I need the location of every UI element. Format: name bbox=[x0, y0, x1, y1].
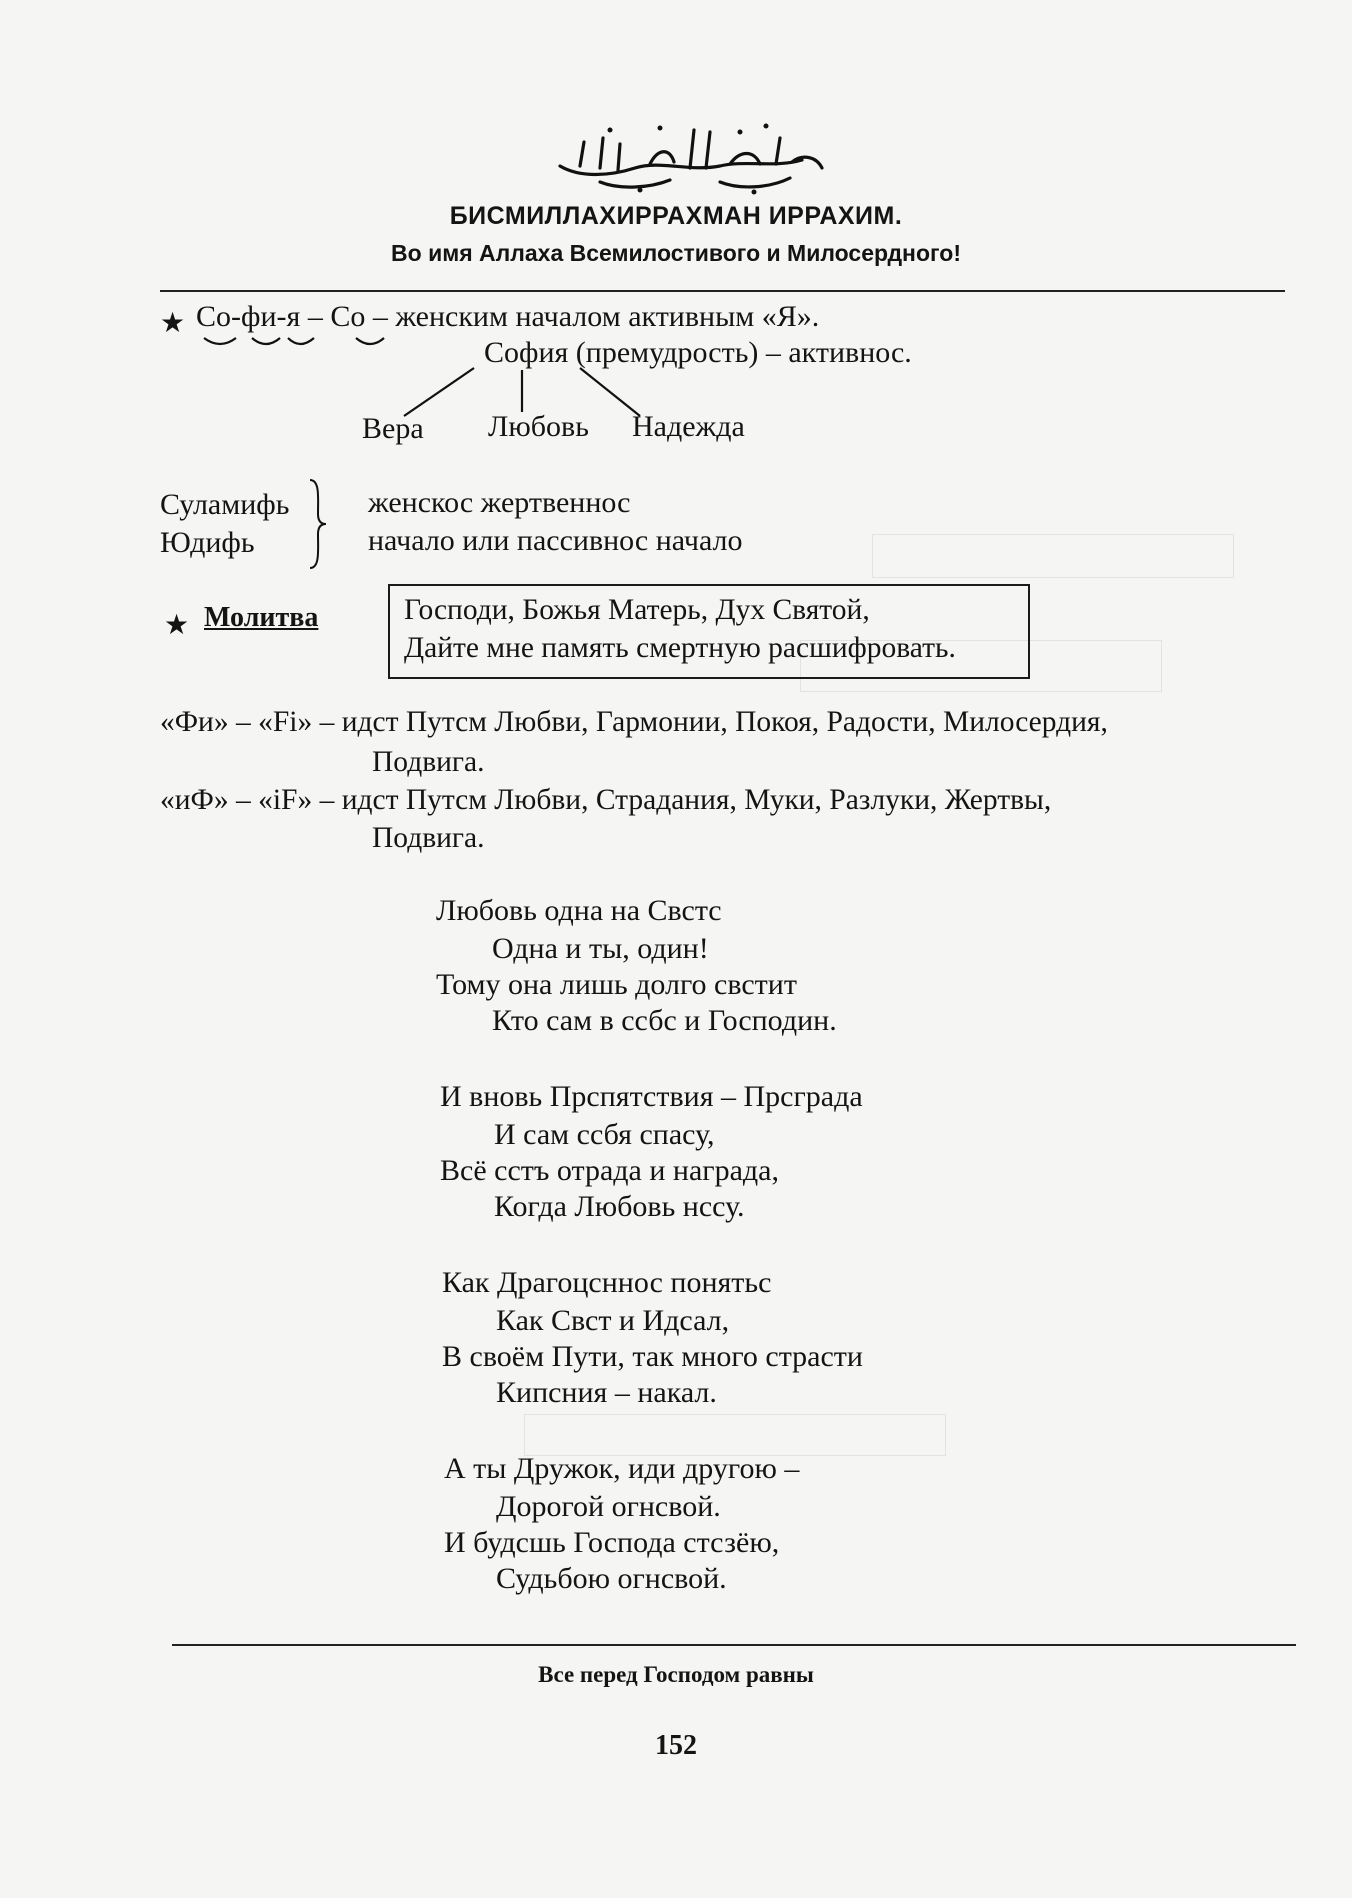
bismillah-heading: БИСМИЛЛАХИРРАХМАН ИРРАХИМ. bbox=[449, 202, 903, 230]
star-bullet: ★ bbox=[164, 610, 190, 641]
syllable-ya: я bbox=[286, 300, 301, 333]
sofia-line: Со-фи-я – Со – женским началом активным «Я». bbox=[196, 300, 820, 333]
poem-line: Дорогой огнсвой. bbox=[496, 1490, 721, 1523]
syllable-fi: фи bbox=[241, 300, 277, 333]
arabic-calligraphy bbox=[540, 108, 840, 198]
branch-vera: Вера bbox=[362, 412, 424, 445]
poem-line: Судьбою огнсвой. bbox=[496, 1562, 727, 1595]
curly-brace-icon bbox=[306, 478, 330, 570]
tree-line-right bbox=[580, 368, 640, 416]
bleed-through-box bbox=[872, 534, 1234, 578]
prayer-line-1: Господи, Божья Матерь, Дух Святой, bbox=[404, 594, 870, 626]
poem-line: Всё сстъ отрада и награда, bbox=[440, 1154, 779, 1187]
syllable-arc bbox=[252, 338, 280, 344]
syllable-arc bbox=[204, 338, 236, 344]
poem-line: Кто сам в ссбс и Господин. bbox=[492, 1004, 837, 1037]
name-yudif: Юдифь bbox=[160, 526, 255, 559]
path-fi-continuation: Подвига. bbox=[372, 746, 485, 778]
footer-divider bbox=[172, 1644, 1296, 1646]
poem-line: Одна и ты, один! bbox=[492, 932, 709, 965]
poem-line: И сам ссбя спасу, bbox=[494, 1118, 715, 1151]
poem-line: Как Драгоцсннос понятьс bbox=[442, 1266, 772, 1299]
prayer-label: Молитва bbox=[204, 602, 319, 633]
path-fi-line: «Фи» – «Fi» – идст Путсм Любви, Гармонии, Покоя, Радости, Милосердия, bbox=[160, 706, 1108, 738]
branch-lyubov: Любовь bbox=[488, 410, 589, 443]
syllable-arc bbox=[356, 338, 384, 344]
subtitle-heading: Во имя Аллаха Всемилостивого и Милосердного! bbox=[391, 240, 961, 266]
syllable-arc bbox=[288, 338, 314, 344]
star-bullet: ★ bbox=[160, 308, 186, 339]
poem-line: В своём Пути, так много страсти bbox=[442, 1340, 863, 1373]
poem-line: А ты Дружок, иди другою – bbox=[444, 1452, 800, 1485]
branch-nadezhda: Надежда bbox=[632, 410, 745, 443]
pair-description-1: женскос жертвеннос bbox=[368, 486, 631, 519]
footer-title: Все перед Господом равны bbox=[538, 1662, 814, 1687]
tree-line-left bbox=[404, 368, 474, 416]
poem-line: Как Свст и Идсал, bbox=[496, 1304, 730, 1337]
pair-description-2: начало или пассивнос начало bbox=[368, 524, 743, 557]
header-divider bbox=[160, 290, 1285, 292]
prayer-box bbox=[388, 584, 1030, 679]
path-if-line: «иФ» – «iF» – идст Путсм Любви, Страдания, Муки, Разлуки, Жертвы, bbox=[160, 784, 1052, 816]
poem-line: Любовь одна на Свстс bbox=[436, 894, 722, 927]
poem-line: Кипсния – накал. bbox=[496, 1376, 717, 1409]
bleed-through-box bbox=[524, 1414, 946, 1456]
sofia-center-label: София (премудрость) – активнос. bbox=[484, 336, 912, 369]
poem-line: Когда Любовь нссу. bbox=[494, 1190, 745, 1223]
name-sulamif: Суламифь bbox=[160, 488, 290, 521]
syllable-so-2: Со bbox=[330, 300, 366, 333]
poem-line: И будсшь Господа стсзёю, bbox=[444, 1526, 780, 1559]
poem-line: И вновь Прспятствия – Прсграда bbox=[440, 1080, 863, 1113]
page-number: 152 bbox=[655, 1730, 697, 1761]
svg-text:بِسْمِ اللهِ الرَّحْمٰنِ الرَّ: بِسْمِ اللهِ الرَّحْمٰنِ الرَّحِيمِ bbox=[690, 196, 700, 197]
poem-line: Тому она лишь долго свстит bbox=[436, 968, 797, 1001]
path-if-continuation: Подвига. bbox=[372, 822, 485, 854]
prayer-line-2: Дайте мне память смертную расшифровать. bbox=[404, 632, 956, 664]
syllable-so: Со bbox=[196, 300, 232, 333]
sofia-definition: – женским началом активным «Я». bbox=[365, 300, 820, 333]
